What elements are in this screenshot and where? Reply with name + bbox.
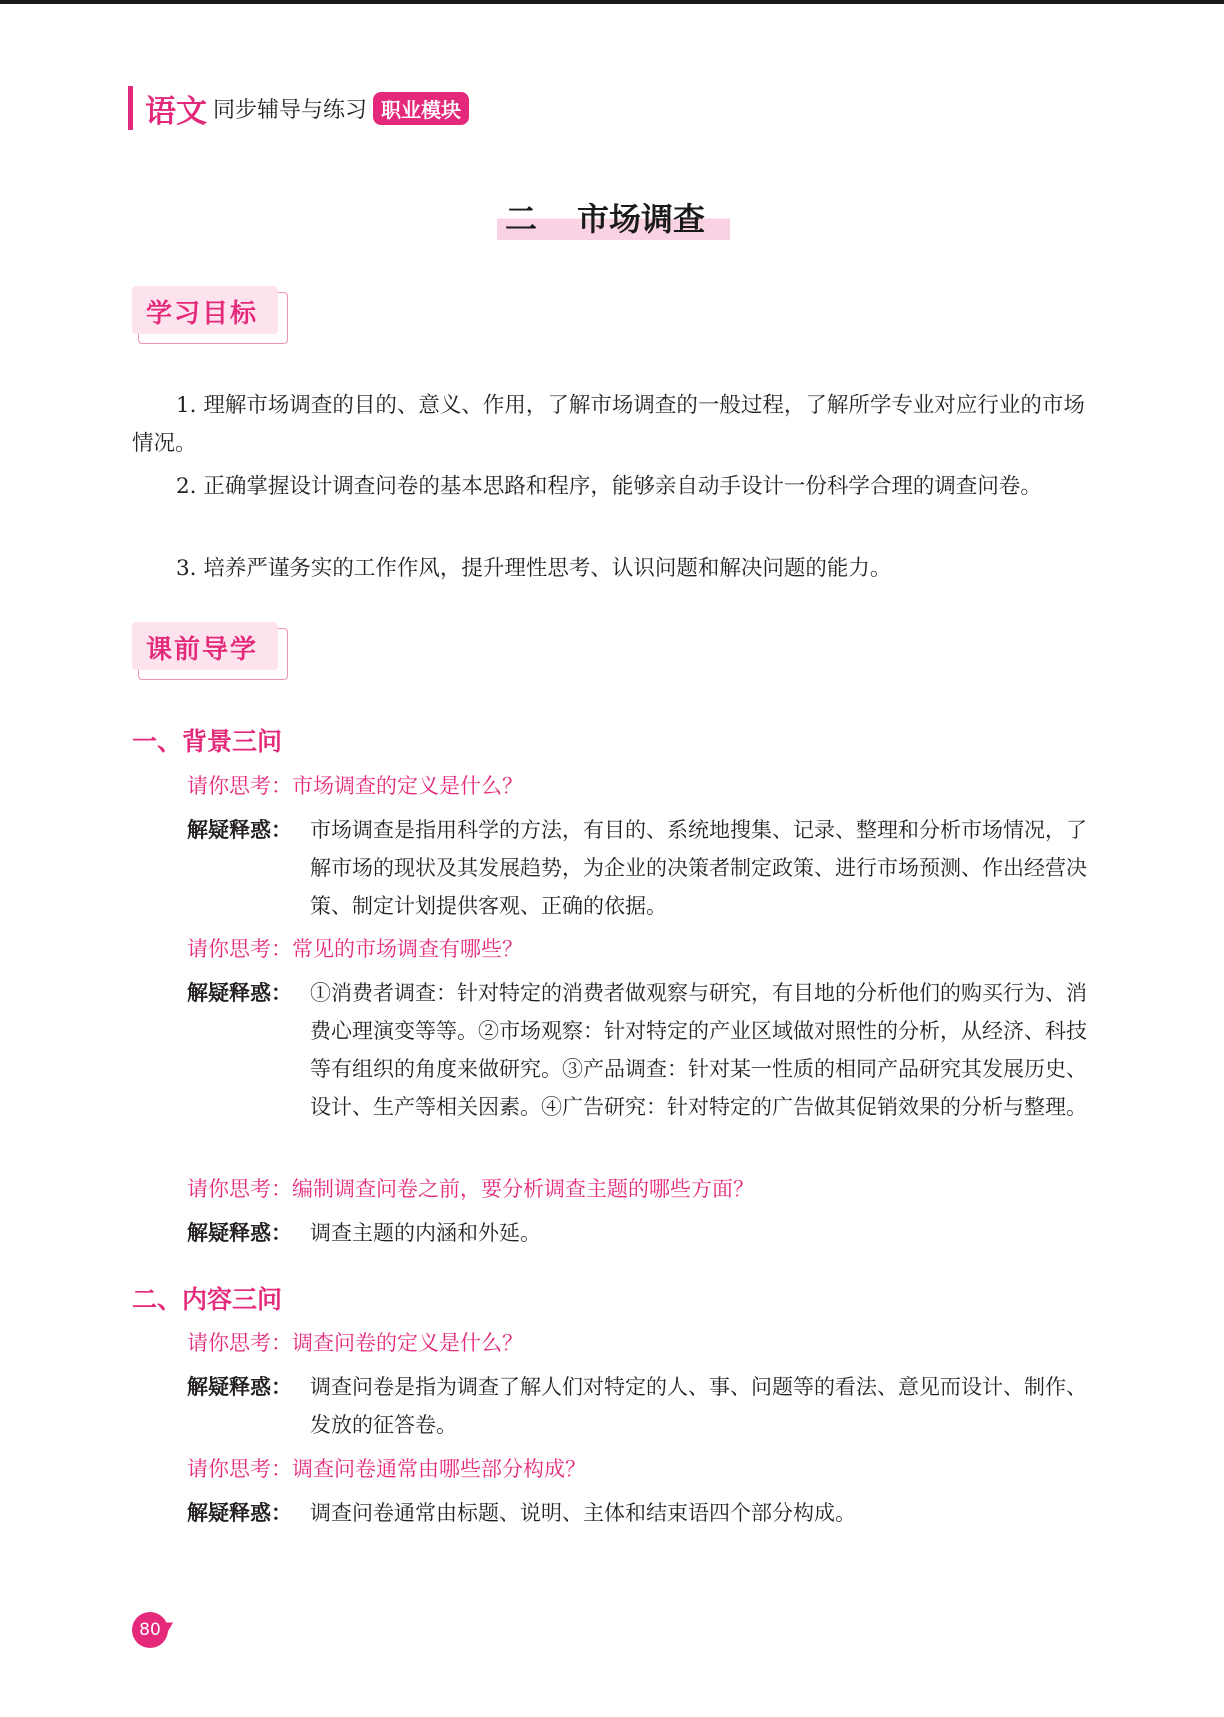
question-row	[187, 1324, 523, 1362]
answer-text: 市场调查是指用科学的方法，有目的、系统地搜集、记录、整理和分析市场情况，了解市场的现状及其发展趋势，为企业的决策者制定政策、进行市场预测、作出经营决策、制定计划提供客观、正确的依据。	[310, 818, 1087, 918]
question-text: 调查问卷的定义是什么？	[292, 1331, 523, 1355]
question-label: 请你思考：	[187, 937, 292, 961]
section-label-preview: 课前导学	[146, 635, 259, 665]
section-box-goals	[132, 286, 286, 342]
answer-label: 解疑释惑：	[187, 1375, 292, 1399]
question-label: 请你思考：	[187, 1331, 292, 1355]
chapter-name: 市场调查	[577, 200, 706, 238]
answer-label: 解疑释惑：	[187, 981, 292, 1005]
page-number: 80	[132, 1612, 168, 1648]
part1-heading: 一、背景三问	[132, 727, 283, 756]
answer-text: ①消费者调查：针对特定的消费者做观察与研究，有目地的分析他们的购买行为、消费心理演变等等。②市场观察：针对特定的产业区域做对照性的分析，从经济、科技等有组织的角度来做研究。③产品调查：针对某一性质的相同产品研究其发展历史、设计、生产等相关因素。④广告研究：针对特定的广告做其促销效果的分析与整理。	[310, 981, 1087, 1119]
header-subject: 语文	[145, 93, 207, 130]
question-row	[187, 1170, 754, 1208]
question-text: 编制调查问卷之前，要分析调查主题的哪些方面？	[292, 1177, 754, 1201]
question-row	[187, 767, 523, 805]
question-label: 请你思考：	[187, 1457, 292, 1481]
goal-item-1: 1. 理解市场调查的目的、意义、作用，了解市场调查的一般过程，了解所学专业对应行业的市场情况。	[132, 393, 1085, 456]
chapter-number: 二	[505, 200, 538, 238]
header-book-title: 同步辅导与练习	[213, 97, 368, 123]
running-header	[128, 86, 469, 130]
top-rule	[0, 0, 1224, 4]
question-text: 市场调查的定义是什么？	[292, 774, 523, 798]
section-box-preview	[132, 622, 286, 678]
question-row	[187, 930, 523, 968]
answer-text: 调查问卷是指为调查了解人们对特定的人、事、问题等的看法、意见而设计、制作、发放的征答卷。	[310, 1375, 1087, 1437]
question-text: 调查问卷通常由哪些部分构成？	[292, 1457, 586, 1481]
answer-text: 调查问卷通常由标题、说明、主体和结束语四个部分构成。	[310, 1501, 856, 1525]
header-module-badge: 职业模块	[373, 92, 469, 125]
question-text: 常见的市场调查有哪些？	[292, 937, 523, 961]
header-accent-bar	[128, 86, 133, 130]
answer-label: 解疑释惑：	[187, 1221, 292, 1245]
question-label: 请你思考：	[187, 774, 292, 798]
answer-label: 解疑释惑：	[187, 818, 292, 842]
section-label-goals: 学习目标	[146, 299, 259, 329]
goal-item-2: 2. 正确掌握设计调查问卷的基本思路和程序，能够亲自动手设计一份科学合理的调查问卷。	[176, 474, 1042, 499]
answer-text: 调查主题的内涵和外延。	[310, 1221, 541, 1245]
answer-label: 解疑释惑：	[187, 1501, 292, 1525]
chapter-title	[497, 192, 730, 240]
goal-item-3: 3. 培养严谨务实的工作作风，提升理性思考、认识问题和解决问题的能力。	[176, 556, 892, 581]
question-label: 请你思考：	[187, 1177, 292, 1201]
question-row	[187, 1450, 586, 1488]
part2-heading: 二、内容三问	[132, 1285, 283, 1314]
